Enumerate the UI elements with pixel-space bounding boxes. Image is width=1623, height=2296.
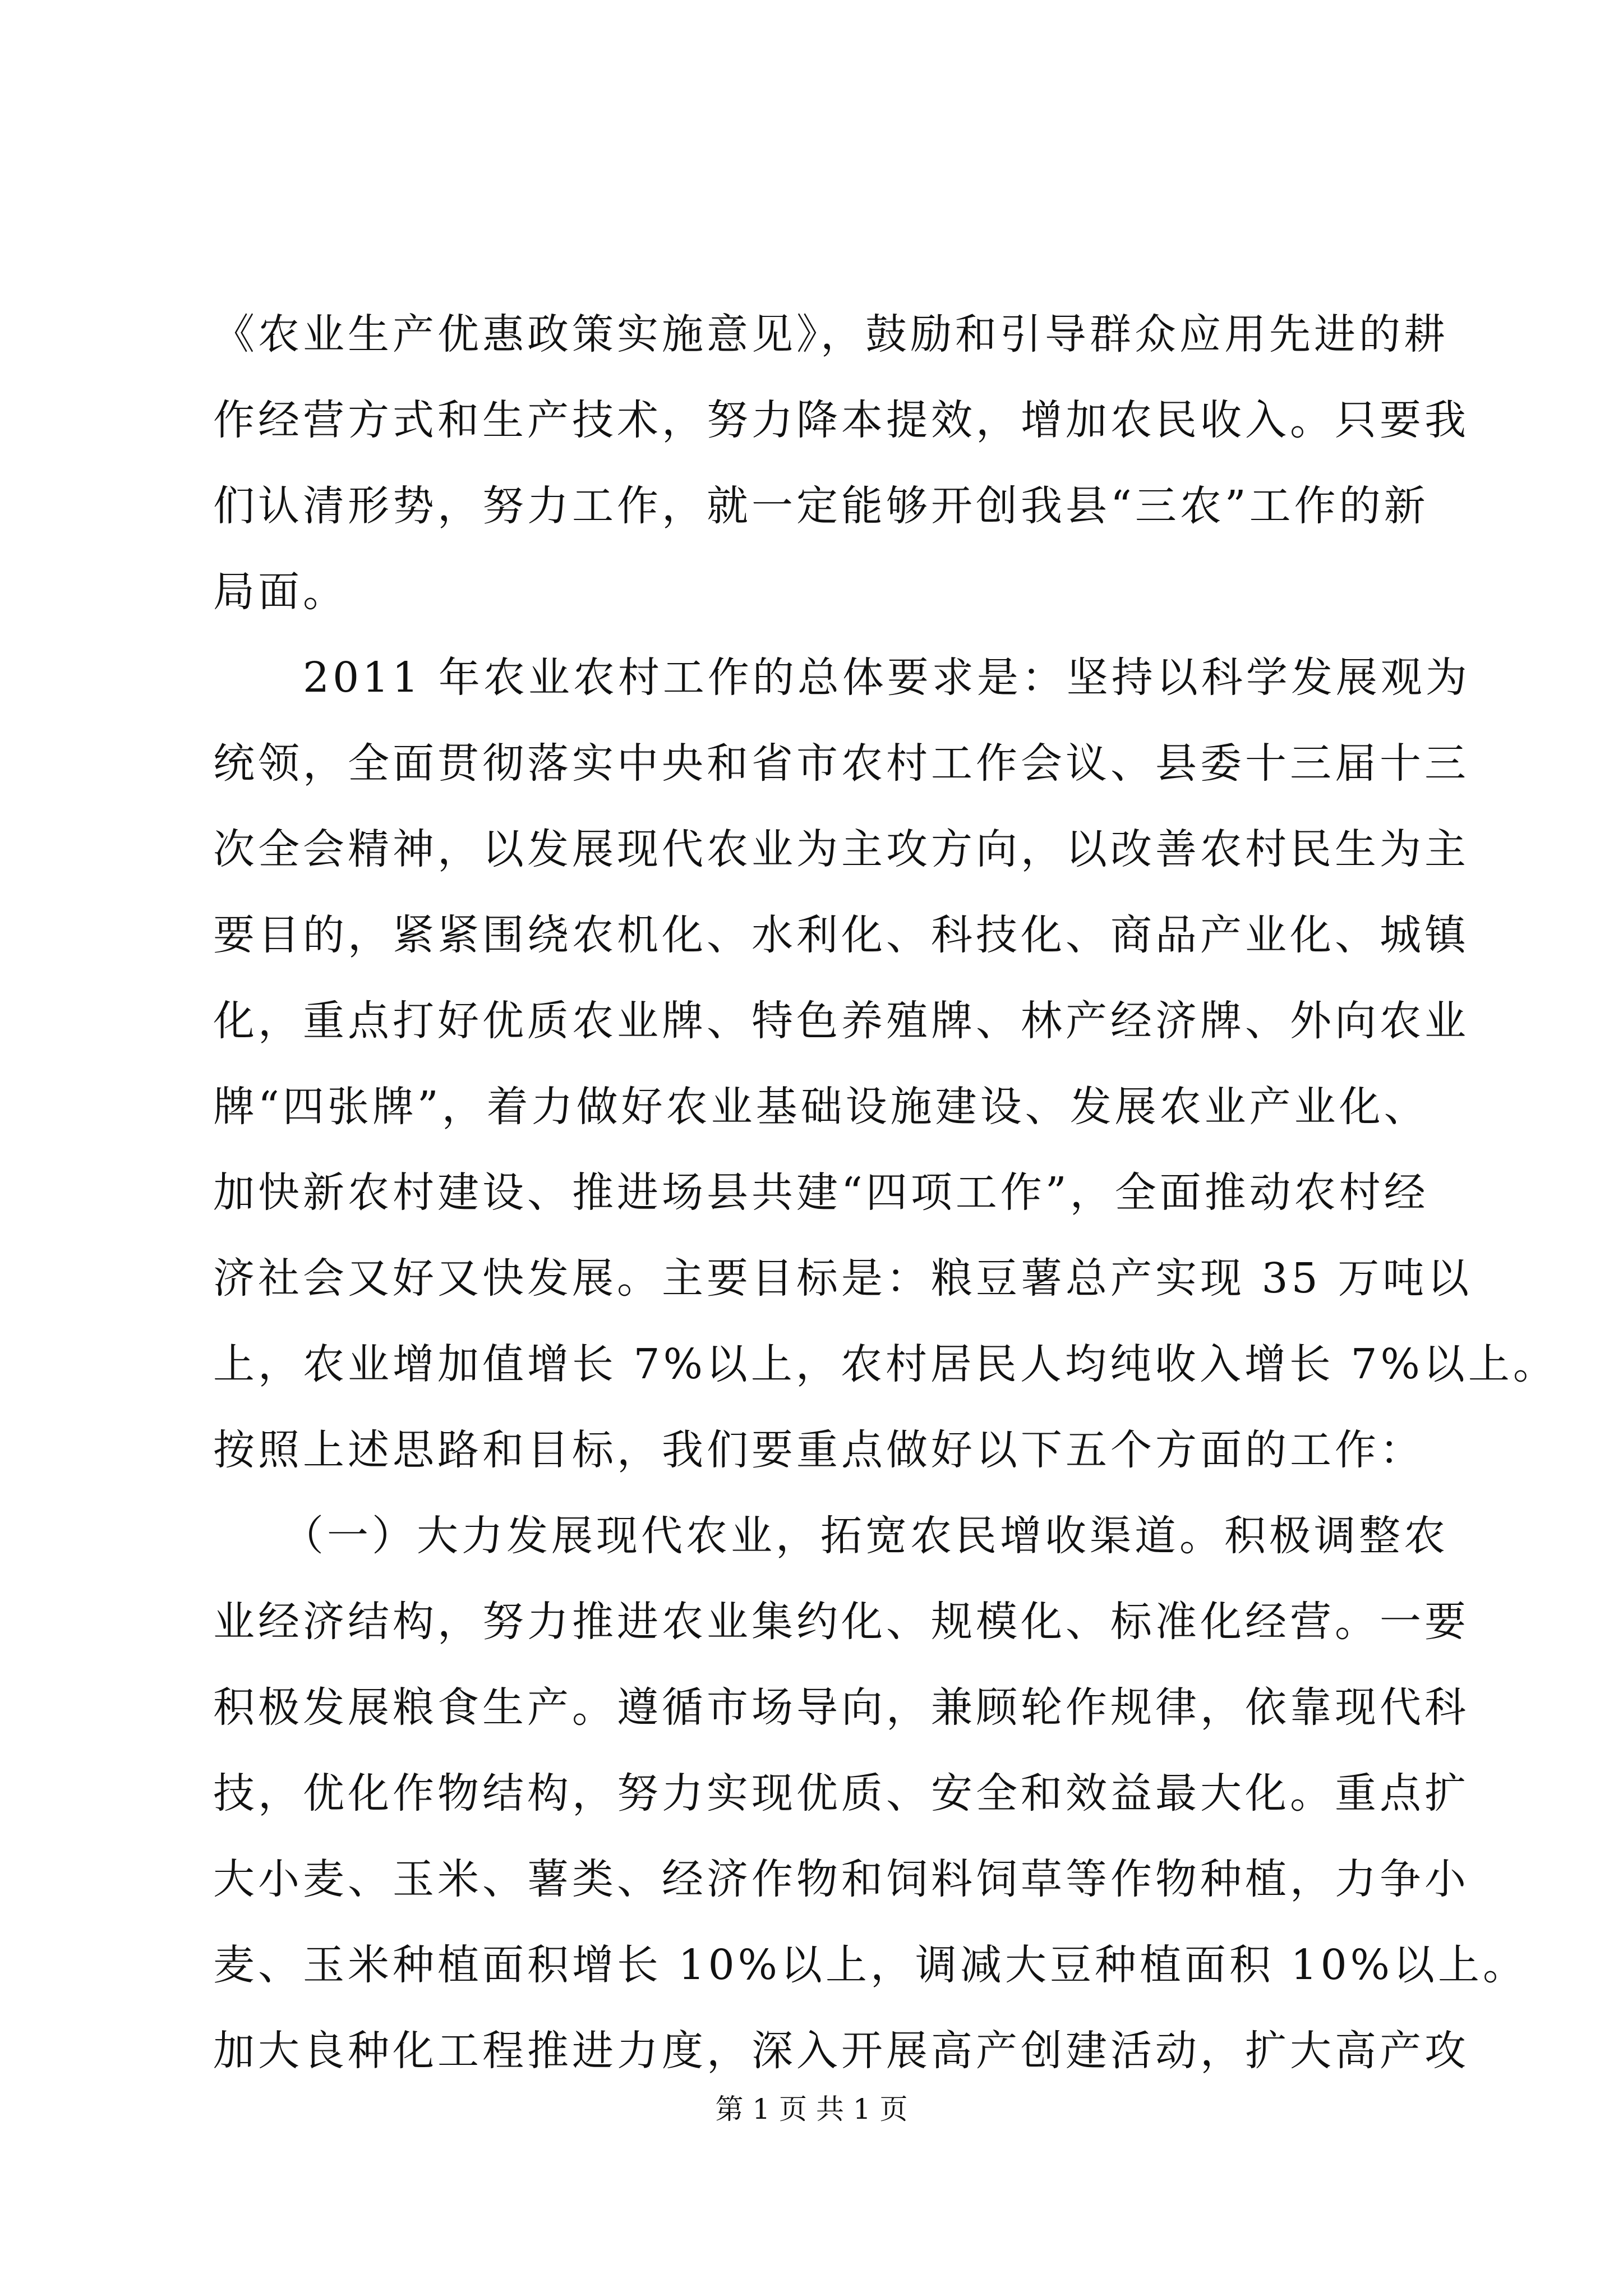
text-line: 次全会精神，以发展现代农业为主攻方向，以改善农村民生为主 bbox=[213, 825, 1469, 873]
text-line: 业经济结构，努力推进农业集约化、规模化、标准化经营。一要 bbox=[213, 1598, 1469, 1646]
text-line: 加大良种化工程推进力度，深入开展高产创建活动，扩大高产攻 bbox=[213, 2027, 1469, 2075]
text-line: 化，重点打好优质农业牌、特色养殖牌、林产经济牌、外向农业 bbox=[213, 997, 1469, 1045]
text-line: 大小麦、玉米、薯类、经济作物和饲料饲草等作物种植，力争小 bbox=[213, 1855, 1469, 1903]
text-line: 牌“四张牌”，着力做好农业基础设施建设、发展农业产业化、 bbox=[213, 1083, 1429, 1131]
text-line: 按照上述思路和目标，我们要重点做好以下五个方面的工作： bbox=[213, 1426, 1424, 1474]
text-line: 积极发展粮食生产。遵循市场导向，兼顾轮作规律，依靠现代科 bbox=[213, 1683, 1469, 1732]
text-line: 技，优化作物结构，努力实现优质、安全和效益最大化。重点扩 bbox=[213, 1769, 1469, 1818]
text-line: 麦、玉米种植面积增长 10%以上，调减大豆种植面积 10%以上。 bbox=[213, 1941, 1528, 1989]
text-line: 2011 年农业农村工作的总体要求是：坚持以科学发展观为 bbox=[213, 654, 1470, 702]
text-line: 统领，全面贯彻落实中央和省市农村工作会议、县委十三届十三 bbox=[213, 739, 1469, 788]
text-line: 作经营方式和生产技术，努力降本提效，增加农民收入。只要我 bbox=[213, 396, 1469, 444]
text-line: 济社会又好又快发展。主要目标是：粮豆薯总产实现 35 万吨以 bbox=[213, 1254, 1473, 1303]
text-line: 局面。 bbox=[213, 568, 348, 616]
page-footer bbox=[0, 2090, 1623, 2129]
text-line: 《农业生产优惠政策实施意见》，鼓励和引导群众应用先进的耕 bbox=[213, 310, 1449, 358]
page-number: 第 1 页 共 1 页 bbox=[715, 2093, 908, 2125]
text-line: 们认清形势，努力工作，就一定能够开创我县“三农”工作的新 bbox=[213, 482, 1429, 530]
text-line: 加快新农村建设、推进场县共建“四项工作”，全面推动农村经 bbox=[213, 1168, 1429, 1217]
text-line: 上，农业增加值增长 7%以上，农村居民人均纯收入增长 7%以上。 bbox=[213, 1340, 1558, 1388]
text-line: 要目的，紧紧围绕农机化、水利化、科技化、商品产业化、城镇 bbox=[213, 911, 1469, 959]
body-text bbox=[213, 292, 1558, 2094]
text-line: （一）大力发展现代农业，拓宽农民增收渠道。积极调整农 bbox=[213, 1512, 1449, 1560]
